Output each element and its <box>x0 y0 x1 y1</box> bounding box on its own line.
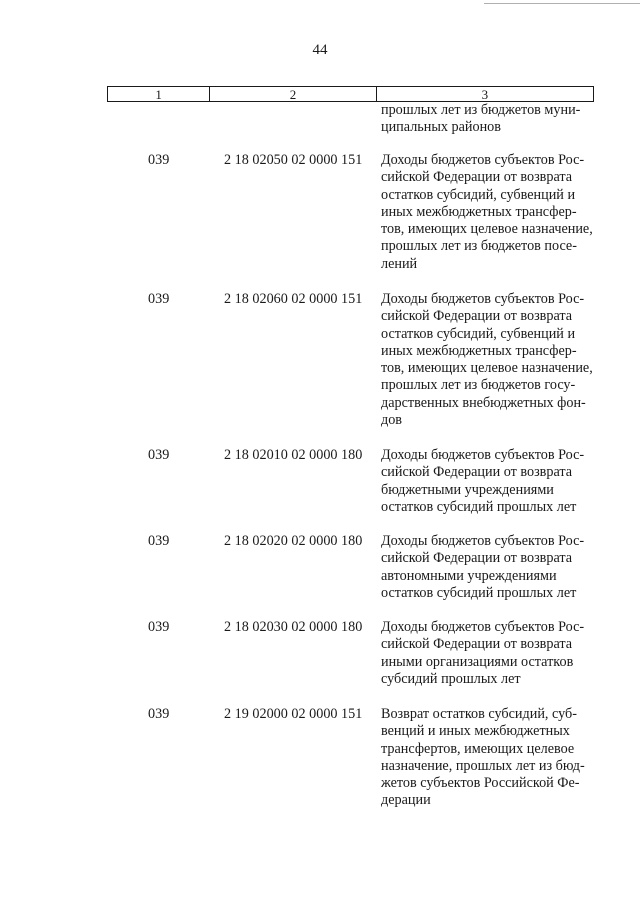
description-line: лений <box>381 255 418 272</box>
admin-code: 039 <box>148 447 170 463</box>
description-line: тов, имеющих целевое назначение, <box>381 221 593 238</box>
description-line: бюджетными учреждениями <box>381 481 554 498</box>
description-line: остатков субсидий прошлых лет <box>381 498 577 515</box>
top-edge-rule <box>484 3 640 4</box>
description-line: назначение, прошлых лет из бюд- <box>381 757 585 774</box>
page-number: 44 <box>312 42 328 58</box>
description-line: жетов субъектов Российской Фе- <box>381 775 580 792</box>
description-line: дарственных внебюджетных фон- <box>381 394 586 411</box>
description-line: венций и иных межбюджетных <box>381 723 570 740</box>
description-line: остатков субсидий прошлых лет <box>381 584 577 601</box>
admin-code: 039 <box>148 619 170 635</box>
description-line: субсидий прошлых лет <box>381 670 521 687</box>
row-description <box>381 291 601 429</box>
row-description <box>381 706 601 810</box>
description-line: прошлых лет из бюджетов госу- <box>381 377 576 394</box>
budget-classification-code: 2 18 02050 02 0000 151 <box>224 152 363 168</box>
row-description <box>381 533 601 602</box>
admin-code: 039 <box>148 706 170 722</box>
budget-classification-code: 2 18 02010 02 0000 180 <box>224 447 363 463</box>
budget-classification-code: 2 18 02060 02 0000 151 <box>224 291 363 307</box>
description-line: тов, имеющих целевое назначение, <box>381 360 593 377</box>
admin-code: 039 <box>148 533 170 549</box>
description-line: прошлых лет из бюджетов посе- <box>381 238 577 255</box>
column-header-table <box>107 86 594 102</box>
description-line: сийской Федерации от возврата <box>381 636 573 653</box>
row-description <box>381 152 601 273</box>
description-line: Доходы бюджетов субъектов Рос- <box>381 619 585 635</box>
description-line: сийской Федерации от возврата <box>381 308 573 325</box>
description-line: остатков субсидий, субвенций и <box>381 186 576 203</box>
admin-code: 039 <box>148 291 170 307</box>
row-description <box>381 447 601 516</box>
description-line: трансфертов, имеющих целевое <box>381 740 575 757</box>
continuation-line: ципальных районов <box>381 119 501 135</box>
budget-classification-code: 2 18 02030 02 0000 180 <box>224 619 363 635</box>
description-line: иными организациями остатков <box>381 653 574 670</box>
column-header-3: 3 <box>376 87 593 102</box>
column-header-row <box>108 87 594 102</box>
admin-code: 039 <box>148 152 170 168</box>
description-line: Доходы бюджетов субъектов Рос- <box>381 152 585 168</box>
description-line: Возврат остатков субсидий, суб- <box>381 706 577 722</box>
description-line: остатков субсидий, субвенций и <box>381 325 576 342</box>
description-line: сийской Федерации от возврата <box>381 550 573 567</box>
description-line: дерации <box>381 792 431 809</box>
description-line: сийской Федерации от возврата <box>381 169 573 186</box>
description-line: автономными учреждениями <box>381 567 557 584</box>
description-line: Доходы бюджетов субъектов Рос- <box>381 291 585 307</box>
description-line: сийской Федерации от возврата <box>381 464 573 481</box>
description-line: иных межбюджетных трансфер- <box>381 342 577 359</box>
description-line: дов <box>381 412 403 429</box>
continuation-line: прошлых лет из бюджетов муни- <box>381 102 581 118</box>
column-header-1: 1 <box>108 87 210 102</box>
column-header-2: 2 <box>210 87 377 102</box>
row-description <box>381 619 601 688</box>
budget-classification-code: 2 19 02000 02 0000 151 <box>224 706 363 722</box>
description-line: иных межбюджетных трансфер- <box>381 203 577 220</box>
description-line: Доходы бюджетов субъектов Рос- <box>381 447 585 463</box>
description-line: Доходы бюджетов субъектов Рос- <box>381 533 585 549</box>
budget-classification-code: 2 18 02020 02 0000 180 <box>224 533 363 549</box>
